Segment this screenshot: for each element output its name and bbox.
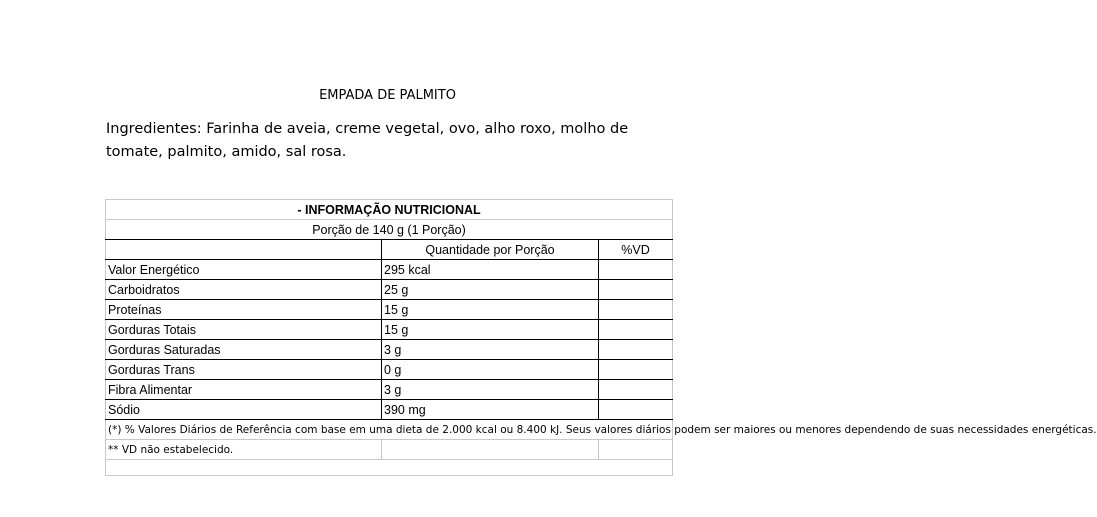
table-row	[106, 400, 673, 420]
nutrient-vd	[599, 360, 673, 380]
vd-header: %VD	[599, 240, 673, 260]
nutrient-label: Gorduras Saturadas	[106, 340, 382, 360]
nutrient-label: Gorduras Totais	[106, 320, 382, 340]
nutrient-label: Proteínas	[106, 300, 382, 320]
column-header-row	[106, 240, 673, 260]
table-row	[106, 320, 673, 340]
nutrient-vd	[599, 340, 673, 360]
nutrient-vd	[599, 300, 673, 320]
nutrient-label: Carboidratos	[106, 280, 382, 300]
table-heading-row	[106, 200, 673, 220]
nutrient-label: Valor Energético	[106, 260, 382, 280]
table-row	[106, 280, 673, 300]
table-row	[106, 260, 673, 280]
empty-cell	[382, 440, 599, 460]
nutrient-value: 0 g	[382, 360, 599, 380]
table-row	[106, 360, 673, 380]
footnote-vd: ** VD não estabelecido.	[106, 440, 382, 460]
nutrient-value: 15 g	[382, 300, 599, 320]
nutrient-value: 390 mg	[382, 400, 599, 420]
nutrient-vd	[599, 280, 673, 300]
footnote-row	[106, 440, 673, 460]
footnote-row	[106, 420, 673, 440]
empty-row	[106, 460, 673, 476]
nutrition-table	[105, 199, 1097, 476]
table-row	[106, 340, 673, 360]
qty-header: Quantidade por Porção	[382, 240, 599, 260]
table-row	[106, 380, 673, 400]
nutrient-label: Fibra Alimentar	[106, 380, 382, 400]
table-row	[106, 300, 673, 320]
portion-text: Porção de 140 g (1 Porção)	[106, 220, 673, 240]
portion-row	[106, 220, 673, 240]
product-title: EMPADA DE PALMITO	[319, 88, 456, 103]
nutrient-vd	[599, 400, 673, 420]
nutrient-label: Sódio	[106, 400, 382, 420]
nutrient-value: 3 g	[382, 340, 599, 360]
nutrient-vd	[599, 260, 673, 280]
nutrient-vd	[599, 380, 673, 400]
nutrient-value: 25 g	[382, 280, 599, 300]
ingredients-text: Ingredientes: Farinha de aveia, creme vegetal, ovo, alho roxo, molho de tomate, palmito, amido, sal rosa.	[106, 121, 629, 160]
nutrient-vd	[599, 320, 673, 340]
empty-cell	[106, 460, 673, 476]
footnote-reference: (*) % Valores Diários de Referência com base em uma dieta de 2.000 kcal ou 8.400 kJ. Seus valores diários podem ser maiores ou menores dependendo de suas necessidades energéticas.	[106, 420, 673, 440]
nutrient-value: 3 g	[382, 380, 599, 400]
nutrient-value: 295 kcal	[382, 260, 599, 280]
nutrient-label: Gorduras Trans	[106, 360, 382, 380]
nutrient-value: 15 g	[382, 320, 599, 340]
table-heading: - INFORMAÇÃO NUTRICIONAL	[106, 200, 673, 220]
empty-header-cell	[106, 240, 382, 260]
empty-cell	[599, 440, 673, 460]
